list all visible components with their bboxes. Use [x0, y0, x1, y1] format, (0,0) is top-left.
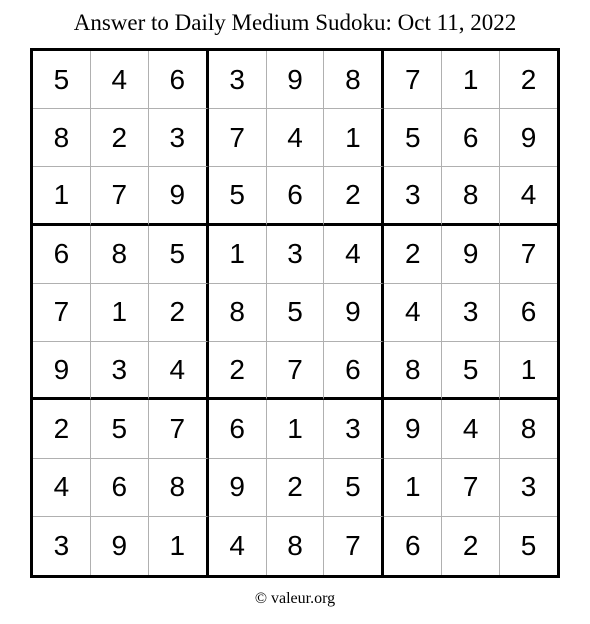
sudoku-cell: 8: [442, 167, 500, 225]
sudoku-cell: 4: [442, 400, 500, 458]
sudoku-cell: 3: [149, 109, 209, 167]
sudoku-cell: 2: [384, 226, 442, 284]
sudoku-cell: 8: [91, 226, 149, 284]
sudoku-cell: 8: [209, 284, 267, 342]
sudoku-row: [33, 226, 557, 284]
sudoku-cell: 6: [33, 226, 91, 284]
sudoku-cell: 7: [91, 167, 149, 225]
sudoku-cell: 3: [384, 167, 442, 225]
copyright-footer: © valeur.org: [254, 590, 336, 607]
sudoku-cell: 9: [500, 109, 557, 167]
sudoku-row: [33, 284, 557, 342]
sudoku-cell: 8: [384, 342, 442, 400]
sudoku-cell: 7: [324, 517, 384, 575]
sudoku-cell: 1: [149, 517, 209, 575]
page-title: Answer to Daily Medium Sudoku: Oct 11, 2022: [73, 10, 517, 35]
sudoku-cell: 2: [209, 342, 267, 400]
sudoku-cell: 8: [33, 109, 91, 167]
sudoku-cell: 9: [149, 167, 209, 225]
sudoku-cell: 5: [209, 167, 267, 225]
sudoku-cell: 1: [91, 284, 149, 342]
sudoku-cell: 3: [500, 459, 557, 517]
sudoku-cell: 7: [442, 459, 500, 517]
sudoku-cell: 8: [324, 51, 384, 109]
sudoku-cell: 1: [209, 226, 267, 284]
sudoku-cell: 3: [442, 284, 500, 342]
sudoku-cell: 9: [33, 342, 91, 400]
sudoku-board: [30, 48, 560, 578]
sudoku-cell: 4: [149, 342, 209, 400]
sudoku-cell: 3: [267, 226, 325, 284]
sudoku-cell: 5: [91, 400, 149, 458]
sudoku-cell: 4: [324, 226, 384, 284]
sudoku-cell: 9: [442, 226, 500, 284]
sudoku-cell: 8: [267, 517, 325, 575]
sudoku-cell: 2: [324, 167, 384, 225]
sudoku-row: [33, 109, 557, 167]
sudoku-row: [33, 167, 557, 225]
sudoku-row: [33, 51, 557, 109]
sudoku-cell: 9: [209, 459, 267, 517]
sudoku-cell: 6: [500, 284, 557, 342]
sudoku-cell: 6: [267, 167, 325, 225]
sudoku-cell: 5: [267, 284, 325, 342]
sudoku-cell: 3: [324, 400, 384, 458]
sudoku-cell: 5: [33, 51, 91, 109]
sudoku-cell: 9: [267, 51, 325, 109]
sudoku-cell: 5: [520, 529, 537, 561]
sudoku-cell: 9: [91, 517, 149, 575]
sudoku-cell: 7: [149, 400, 209, 458]
sudoku-cell: 4: [209, 517, 267, 575]
sudoku-cell: 7: [33, 284, 91, 342]
sudoku-cell: 5: [384, 109, 442, 167]
sudoku-cell: 3: [209, 51, 267, 109]
sudoku-cell: 5: [442, 342, 500, 400]
sudoku-cell: 2: [91, 109, 149, 167]
sudoku-cell: 7: [209, 109, 267, 167]
sudoku-cell: 2: [442, 517, 500, 575]
sudoku-cell: 6: [91, 459, 149, 517]
sudoku-cell: 6: [209, 400, 267, 458]
sudoku-cell: 1: [33, 167, 91, 225]
sudoku-cell: 7: [267, 342, 325, 400]
sudoku-cell: 4: [500, 167, 557, 225]
sudoku-cell: 4: [33, 459, 91, 517]
sudoku-cell: 2: [149, 284, 209, 342]
sudoku-cell: 2: [33, 400, 91, 458]
sudoku-cell: 9: [324, 284, 384, 342]
sudoku-cell: 7: [384, 51, 442, 109]
sudoku-row: [33, 400, 557, 458]
sudoku-cell: 6: [324, 342, 384, 400]
sudoku-cell: 6: [442, 109, 500, 167]
sudoku-row: [33, 342, 557, 400]
sudoku-cell: 7: [500, 226, 557, 284]
sudoku-cell: 2: [500, 51, 557, 109]
sudoku-cell: 1: [384, 459, 442, 517]
sudoku-cell: 1: [442, 51, 500, 109]
sudoku-row: [33, 517, 557, 575]
sudoku-cell: 4: [267, 109, 325, 167]
sudoku-cell: 4: [91, 51, 149, 109]
sudoku-cell: 8: [149, 459, 209, 517]
sudoku-cell: 6: [149, 51, 209, 109]
sudoku-cell: 5: [149, 226, 209, 284]
sudoku-cell: 4: [384, 284, 442, 342]
sudoku-cell: 1: [500, 342, 557, 400]
sudoku-cell: 9: [384, 400, 442, 458]
sudoku-cell: 3: [91, 342, 149, 400]
sudoku-cell: 5: [324, 459, 384, 517]
sudoku-cell: 6: [384, 517, 442, 575]
sudoku-cell: 3: [33, 517, 91, 575]
sudoku-cell: 8: [500, 400, 557, 458]
sudoku-cell: 2: [267, 459, 325, 517]
sudoku-row: [33, 459, 557, 517]
sudoku-cell: 1: [267, 400, 325, 458]
sudoku-cell: 1: [324, 109, 384, 167]
